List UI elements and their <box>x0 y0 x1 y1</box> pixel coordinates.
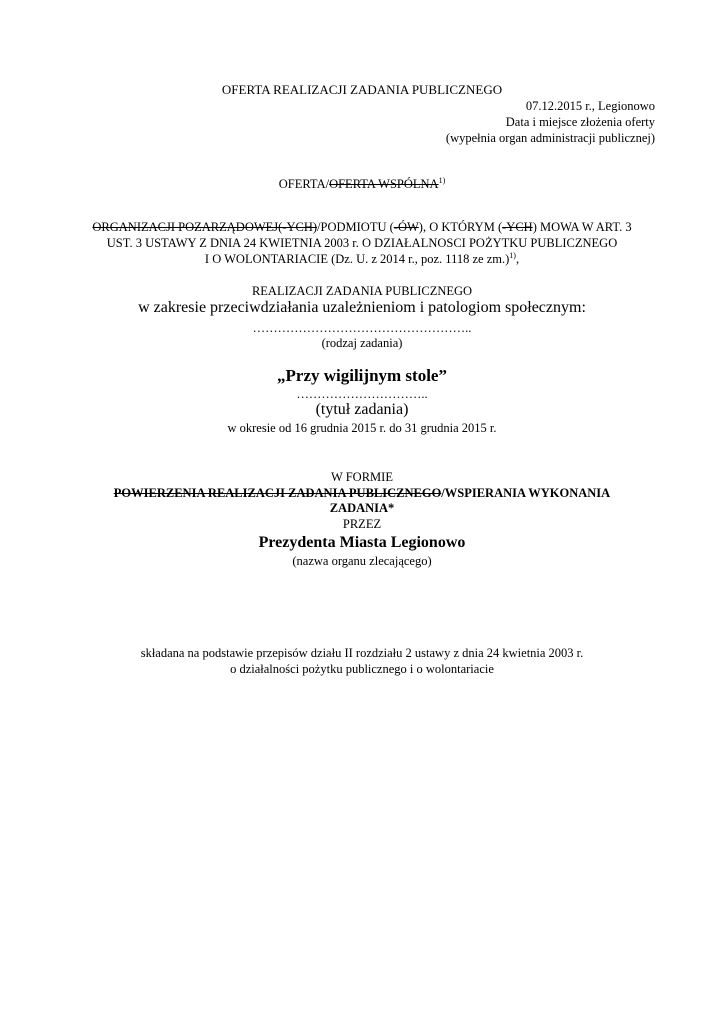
document-title: OFERTA REALIZACJI ZADANIA PUBLICZNEGO <box>221 82 503 97</box>
awarding-organ-caption: (nazwa organu zlecającego) <box>292 554 432 568</box>
form-type-line <box>0 485 724 501</box>
fill-note: (wypełnia organ administracji publicznej) <box>445 131 655 145</box>
entity-line-3-text: I O WOLONTARIACIE (Dz. U. z 2014 r., poz. 1118 ze zm.) <box>204 252 510 266</box>
entity-o-ktorym: ), O KTÓRYM ( <box>418 220 503 234</box>
task-title-dots: ………………………….. <box>296 387 428 401</box>
offer-type-line <box>0 176 724 192</box>
legal-basis-line-1: składana na podstawie przepisów działu II rozdziału 2 ustawy z dnia 24 kwietnia 2003 r. <box>140 646 584 660</box>
entity-line-3 <box>0 251 724 267</box>
entity-line-1 <box>0 219 724 235</box>
form-by: PRZEZ <box>342 517 382 531</box>
task-kind-caption: (rodzaj zadania) <box>321 336 403 350</box>
offer-word: OFERTA/ <box>278 177 330 191</box>
offer-footnote: 1) <box>438 175 446 185</box>
awarding-organ: Prezydenta Miasta Legionowo <box>258 534 466 551</box>
date-place: 07.12.2015 r., Legionowo <box>525 99 655 113</box>
task-kind-dots: …………………………………………….. <box>252 321 472 335</box>
date-place-caption: Data i miejsce złożenia oferty <box>505 115 655 129</box>
entity-mowa: ) MOWA W ART. 3 <box>532 220 632 234</box>
entity-org-struck: ORGANIZACJI POZARZĄDOWEJ(-YCH) <box>92 220 318 234</box>
form-support-line-2: ZADANIA* <box>329 501 395 515</box>
offer-joint-struck: OFERTA WSPÓLNA <box>329 177 439 191</box>
task-heading: REALIZACJI ZADANIA PUBLICZNEGO <box>251 284 473 298</box>
legal-basis-line-2: o działalności pożytku publicznego i o wolontariacie <box>230 662 494 676</box>
entity-footnote: 1) <box>509 250 516 260</box>
entity-podmiotu: PODMIOTU ( <box>320 220 394 234</box>
task-period: w okresie od 16 grudnia 2015 r. do 31 grudnia 2015 r. <box>227 421 497 435</box>
entity-line-3-end: , <box>515 252 520 266</box>
form-support: /WSPIERANIA WYKONANIA <box>441 486 611 500</box>
task-scope: w zakresie przeciwdziałania uzależnieniom i patologiom społecznym: <box>138 299 586 316</box>
form-entrust-struck: POWIERZENIA REALIZACJI ZADANIA PUBLICZNEGO <box>113 486 442 500</box>
task-title: „Przy wigilijnym stole” <box>277 366 447 385</box>
entity-slash: / <box>317 220 321 234</box>
entity-line-2: UST. 3 USTAWY Z DNIA 24 KWIETNIA 2003 r. O DZIAŁALNOSCI POŻYTKU PUBLICZNEGO <box>106 236 618 250</box>
task-title-caption: (tytuł zadania) <box>315 401 409 418</box>
entity-ow-struck: -ÓW <box>393 220 419 234</box>
entity-ych-struck: -YCH <box>502 220 533 234</box>
form-heading: W FORMIE <box>331 470 393 484</box>
